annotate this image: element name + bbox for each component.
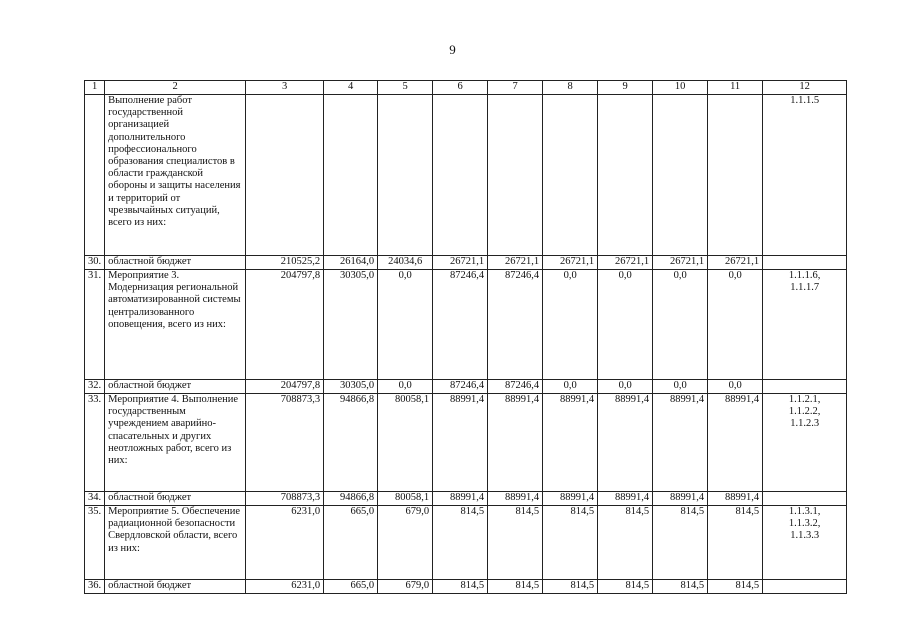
value-cell: 814,5 xyxy=(653,506,708,580)
value-cell: 814,5 xyxy=(708,580,763,594)
codes-cell xyxy=(763,580,847,594)
codes-cell xyxy=(763,492,847,506)
code-line: 1.1.1.6, xyxy=(788,270,821,281)
value-cell: 26721,1 xyxy=(488,256,543,270)
codes-cell xyxy=(763,256,847,270)
value-cell: 88991,4 xyxy=(488,492,543,506)
value-cell xyxy=(653,95,708,256)
value-cell: 88991,4 xyxy=(433,492,488,506)
row-description: Мероприятие 5. Обеспечение радиационной безопасности Свердловской области, всего из них: xyxy=(105,506,246,580)
codes-cell xyxy=(763,270,847,380)
value-cell: 204797,8 xyxy=(246,380,324,394)
row-description: Выполнение работ государственной организацией дополнительного профессионального образования специалистов в области гражданской обороны и защиты населения и территорий от чрезвычайных ситуаций, всего из них: xyxy=(105,95,246,256)
row-description: областной бюджет xyxy=(105,580,246,594)
header-cell: 10 xyxy=(653,81,708,95)
codes-cell xyxy=(763,380,847,394)
row-description: областной бюджет xyxy=(105,256,246,270)
value-cell: 88991,4 xyxy=(433,394,488,492)
value-cell: 87246,4 xyxy=(433,380,488,394)
table-row xyxy=(85,492,847,506)
codes-cell xyxy=(763,95,847,256)
table-row xyxy=(85,394,847,492)
value-cell: 814,5 xyxy=(598,580,653,594)
value-cell: 708873,3 xyxy=(246,492,324,506)
code-line: 1.1.3.3 xyxy=(790,530,820,542)
value-cell: 26721,1 xyxy=(543,256,598,270)
page-number: 9 xyxy=(449,42,456,57)
value-cell: 0,0 xyxy=(708,270,763,380)
value-cell: 88991,4 xyxy=(543,492,598,506)
value-cell: 204797,8 xyxy=(246,270,324,380)
table-row xyxy=(85,380,847,394)
value-cell: 88991,4 xyxy=(598,394,653,492)
value-cell: 210525,2 xyxy=(246,256,324,270)
value-cell: 87246,4 xyxy=(488,380,543,394)
code-line: 1.1.2.3 xyxy=(790,418,820,430)
value-cell xyxy=(378,95,433,256)
row-number: 30. xyxy=(85,256,105,270)
header-cell: 5 xyxy=(378,81,433,95)
value-cell: 26721,1 xyxy=(708,256,763,270)
code-line: 1.1.2.2, xyxy=(788,406,821,418)
value-cell: 814,5 xyxy=(653,580,708,594)
value-cell: 665,0 xyxy=(324,580,378,594)
row-description: областной бюджет xyxy=(105,492,246,506)
value-cell: 26721,1 xyxy=(433,256,488,270)
code-line: 1.1.3.1, xyxy=(788,506,821,517)
value-cell: 80058,1 xyxy=(378,394,433,492)
value-cell xyxy=(708,95,763,256)
header-cell: 3 xyxy=(246,81,324,95)
row-number: 33. xyxy=(85,394,105,492)
value-cell: 88991,4 xyxy=(488,394,543,492)
value-cell: 0,0 xyxy=(653,270,708,380)
value-cell: 0,0 xyxy=(708,380,763,394)
value-cell: 94866,8 xyxy=(324,394,378,492)
value-cell: 6231,0 xyxy=(246,506,324,580)
value-cell xyxy=(324,95,378,256)
value-cell: 814,5 xyxy=(598,506,653,580)
row-number: 34. xyxy=(85,492,105,506)
value-cell: 0,0 xyxy=(598,270,653,380)
header-cell: 11 xyxy=(708,81,763,95)
value-cell xyxy=(543,95,598,256)
code-line: 1.1.3.2, xyxy=(788,518,821,530)
table-row xyxy=(85,95,847,256)
header-row xyxy=(85,81,847,95)
value-cell: 88991,4 xyxy=(543,394,598,492)
row-number: 35. xyxy=(85,506,105,580)
table-row xyxy=(85,270,847,380)
row-description: областной бюджет xyxy=(105,380,246,394)
value-cell: 26721,1 xyxy=(598,256,653,270)
code-line: 1.1.1.5 xyxy=(790,95,820,106)
header-cell: 7 xyxy=(488,81,543,95)
value-cell: 26164,0 xyxy=(324,256,378,270)
value-cell xyxy=(246,95,324,256)
value-cell: 679,0 xyxy=(378,506,433,580)
value-cell: 0,0 xyxy=(543,270,598,380)
value-cell: 87246,4 xyxy=(433,270,488,380)
header-cell: 8 xyxy=(543,81,598,95)
value-cell: 88991,4 xyxy=(708,492,763,506)
code-line: 1.1.1.7 xyxy=(790,282,820,294)
header-cell: 9 xyxy=(598,81,653,95)
value-cell: 814,5 xyxy=(708,506,763,580)
codes-cell xyxy=(763,506,847,580)
value-cell: 0,0 xyxy=(378,380,433,394)
value-cell: 88991,4 xyxy=(653,394,708,492)
value-cell: 88991,4 xyxy=(708,394,763,492)
value-cell: 30305,0 xyxy=(324,380,378,394)
table-row xyxy=(85,506,847,580)
value-cell: 814,5 xyxy=(543,580,598,594)
value-cell: 814,5 xyxy=(543,506,598,580)
row-number: 36. xyxy=(85,580,105,594)
table-row xyxy=(85,256,847,270)
header-cell: 12 xyxy=(763,81,847,95)
row-description: Мероприятие 4. Выполнение государственным учреждением аварийно-спасательных и других неотложных работ, всего из них: xyxy=(105,394,246,492)
value-cell: 814,5 xyxy=(433,506,488,580)
value-cell: 87246,4 xyxy=(488,270,543,380)
header-cell: 4 xyxy=(324,81,378,95)
value-cell: 814,5 xyxy=(488,506,543,580)
codes-cell xyxy=(763,394,847,492)
value-cell: 6231,0 xyxy=(246,580,324,594)
value-cell: 94866,8 xyxy=(324,492,378,506)
header-cell: 1 xyxy=(85,81,105,95)
budget-table xyxy=(84,80,847,594)
value-cell: 814,5 xyxy=(433,580,488,594)
value-cell xyxy=(433,95,488,256)
value-cell: 679,0 xyxy=(378,580,433,594)
value-cell: 88991,4 xyxy=(598,492,653,506)
value-cell: 0,0 xyxy=(653,380,708,394)
value-cell: 814,5 xyxy=(488,580,543,594)
value-cell: 88991,4 xyxy=(653,492,708,506)
value-cell: 80058,1 xyxy=(378,492,433,506)
row-number: 31. xyxy=(85,270,105,380)
table-row xyxy=(85,580,847,594)
value-cell: 24034,6 xyxy=(378,256,433,270)
value-cell: 0,0 xyxy=(543,380,598,394)
row-description: Мероприятие 3. Модернизация региональной автоматизированной системы централизованного оповещения, всего из них: xyxy=(105,270,246,380)
value-cell xyxy=(488,95,543,256)
value-cell: 0,0 xyxy=(378,270,433,380)
code-line: 1.1.2.1, xyxy=(788,394,821,405)
value-cell: 26721,1 xyxy=(653,256,708,270)
value-cell: 665,0 xyxy=(324,506,378,580)
value-cell: 708873,3 xyxy=(246,394,324,492)
row-number: 32. xyxy=(85,380,105,394)
header-cell: 6 xyxy=(433,81,488,95)
value-cell: 0,0 xyxy=(598,380,653,394)
header-cell: 2 xyxy=(105,81,246,95)
value-cell xyxy=(598,95,653,256)
row-number xyxy=(85,95,105,256)
value-cell: 30305,0 xyxy=(324,270,378,380)
